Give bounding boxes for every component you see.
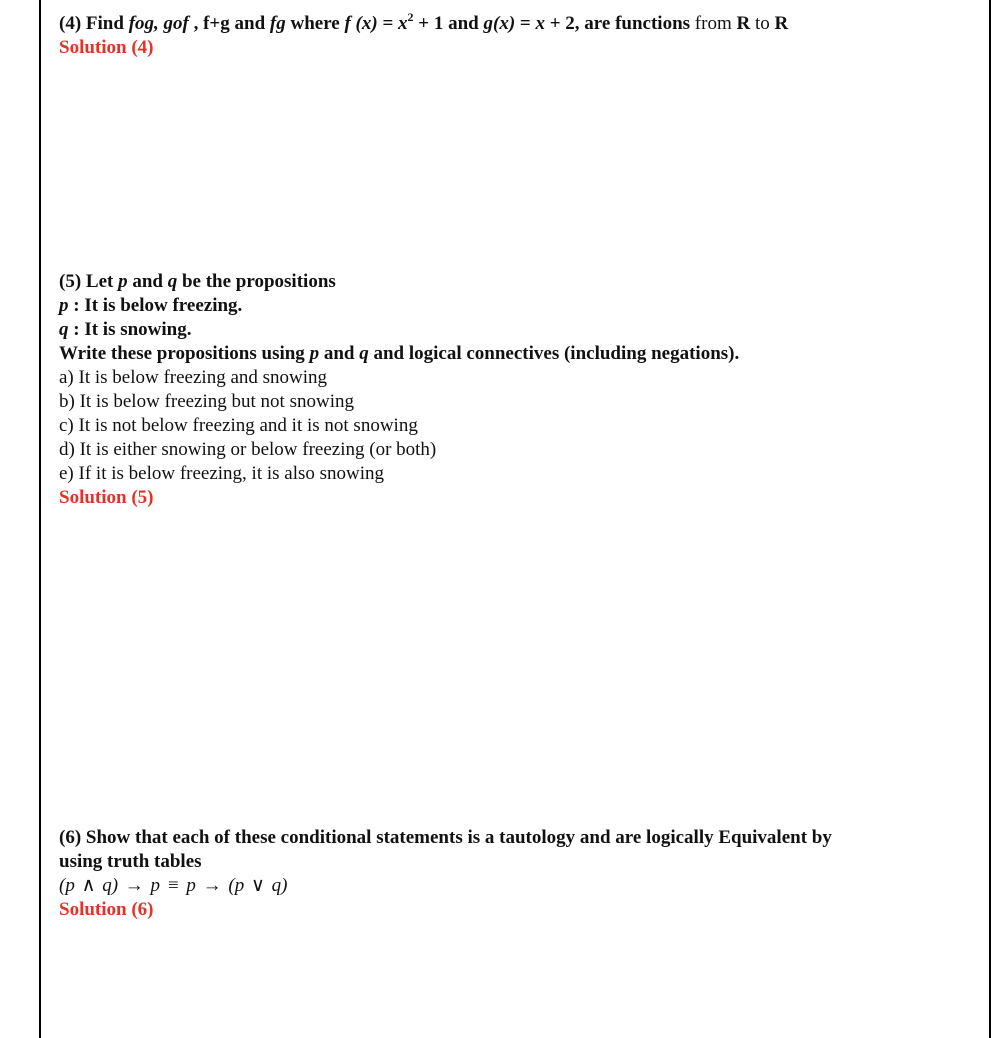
list-item: b) It is below freezing but not snowing	[59, 391, 354, 412]
proposition-q: q : It is snowing.	[59, 319, 192, 340]
logical-expression: (p ∧ q) → p ≡ p → (p ∨ q)	[59, 875, 288, 896]
list-item: d) It is either snowing or below freezing (or both)	[59, 439, 437, 460]
list-item: a) It is below freezing and snowing	[59, 367, 328, 388]
list-item: e) If it is below freezing, it is also snowing	[59, 463, 385, 484]
question-5	[59, 270, 959, 510]
question-6-line-1: (6) Show that each of these conditional statements is a tautology and are logically Equivalent by	[59, 827, 832, 848]
question-6-line-2: using truth tables	[59, 851, 202, 872]
question-4-text: (4) Find fog, gof , f+g and fg where f $(x) = x^2 + 1$ and g(x) = x + 2, are functions from R to R	[59, 10, 789, 34]
question-6	[59, 826, 959, 922]
proposition-p: p : It is below freezing.	[59, 295, 243, 316]
solution-6-heading: Solution (6)	[59, 899, 154, 920]
question-4	[59, 5, 959, 60]
solution-4-heading: Solution (4)	[59, 37, 154, 58]
question-5-intro: (5) Let p and q be the propositions	[59, 271, 336, 292]
solution-5-heading: Solution (5)	[59, 487, 154, 508]
question-5-instruction: Write these propositions using p and q and logical connectives (including negations).	[59, 343, 740, 364]
list-item: c) It is not below freezing and it is not snowing	[59, 415, 418, 436]
